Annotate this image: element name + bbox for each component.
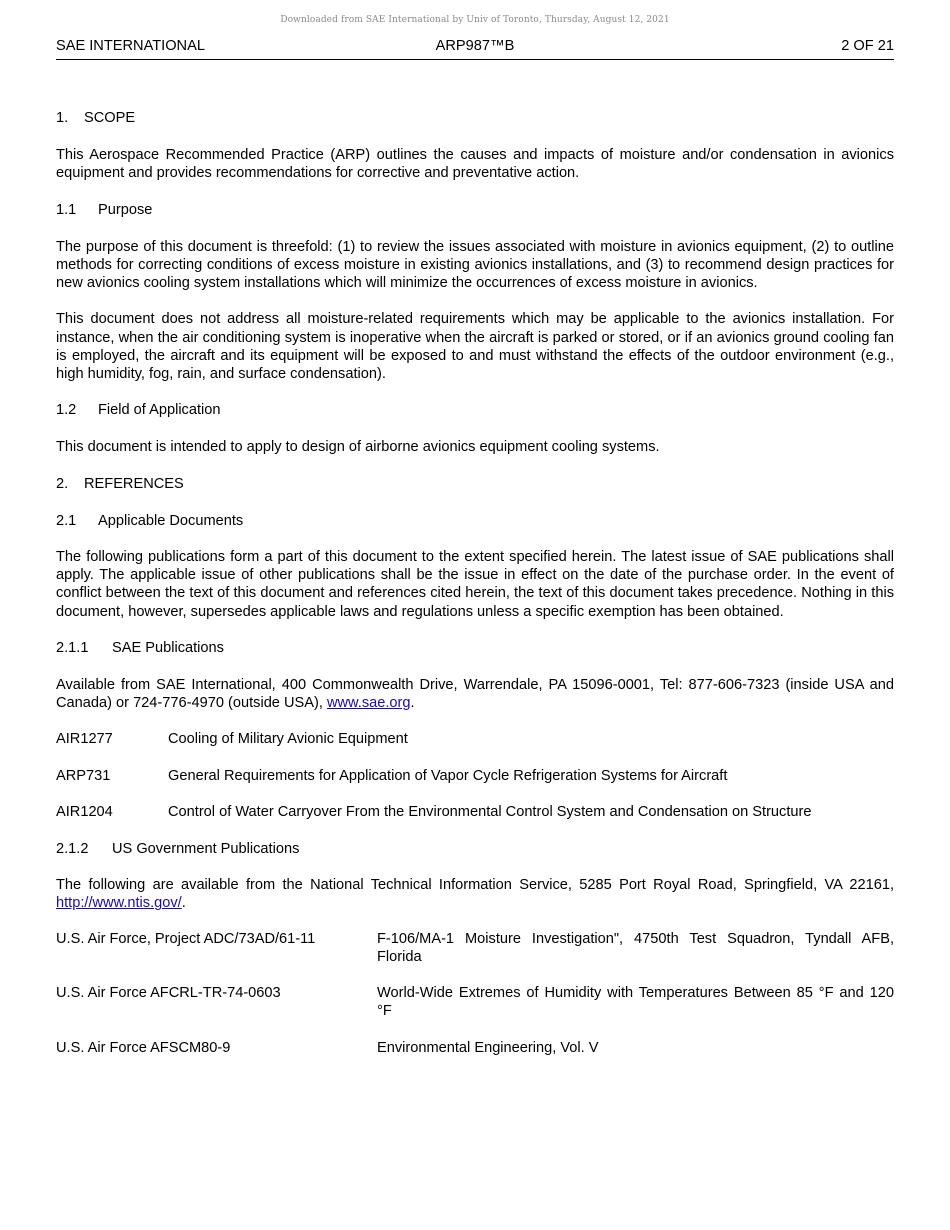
section-title: REFERENCES xyxy=(84,475,184,492)
section-title: Field of Application xyxy=(98,402,221,419)
sae-website-link[interactable]: www.sae.org xyxy=(326,695,411,712)
reference-title: F-106/MA-1 Moisture Investigation", 4750th Test Squadron, Tyndall AFB, Florida xyxy=(377,930,894,965)
ntis-website-link[interactable]: http://www.ntis.gov/ xyxy=(56,895,182,912)
government-reference-item xyxy=(56,1039,894,1057)
section-heading-us-government-publications xyxy=(56,840,894,858)
section-title: US Government Publications xyxy=(112,841,300,858)
section-heading-sae-publications xyxy=(56,639,894,657)
section-heading-applicable-documents xyxy=(56,512,894,530)
section-title: SAE Publications xyxy=(112,639,224,656)
paragraph: This document does not address all moisture-related requirements which may be applicable to the avionics installation. For instance, when the air conditioning system is inoperative when the aircraft is parked or stored, or if an avionics ground cooling fan is employed, the aircraft and its equipment will be exposed to and must withstand the effects of the outdoor environment (e.g., high humidity, fog, rain, and surface condensation). xyxy=(56,311,894,383)
reference-title: World-Wide Extremes of Humidity with Temperatures Between 85 °F and 120 °F xyxy=(377,985,894,1020)
section-heading-purpose xyxy=(56,201,894,219)
section-number: 1.1 xyxy=(56,201,77,218)
section-number: 2.1.2 xyxy=(56,841,89,858)
section-title: SCOPE xyxy=(84,110,136,126)
reference-title: General Requirements for Application of Vapor Cycle Refrigeration Systems for Aircraft xyxy=(168,767,728,784)
header-page-number: 2 OF 21 xyxy=(841,38,894,54)
reference-id: AIR1277 xyxy=(56,731,113,748)
paragraph-text: . xyxy=(181,895,186,912)
paragraph: The purpose of this document is threefold: (1) to review the issues associated with moisture in avionics equipment, (2) to outline methods for correcting conditions of excess moisture in existing avionics installations, and (3) to recommend design practices for new avionics cooling system installations which will minimize the occurrences of excess moisture in avionics. xyxy=(56,238,894,292)
header-organization: SAE INTERNATIONAL xyxy=(56,38,205,54)
reference-item xyxy=(56,803,894,821)
government-reference-item xyxy=(56,984,894,1020)
section-title: Applicable Documents xyxy=(98,512,244,529)
reference-id: AIR1204 xyxy=(56,803,113,820)
paragraph-text: . xyxy=(410,695,415,712)
paragraph: This document is intended to apply to design of airborne avionics equipment cooling systems. xyxy=(56,439,660,456)
reference-id: ARP731 xyxy=(56,767,111,784)
section-heading-scope xyxy=(56,109,894,127)
section-number: 2.1 xyxy=(56,512,77,529)
document-body xyxy=(56,109,894,1057)
section-number: 1. xyxy=(56,110,69,126)
paragraph: The following publications form a part of this document to the extent specified herein. The latest issue of SAE publications shall apply. The applicable issue of other publications shall be the issue in effect on the date of the purchase order. In the event of conflict between the text of this document and references cited herein, the text of this document takes precedence. Nothing in this document, however, supersedes applicable laws and regulations unless a specific exemption has been obtained. xyxy=(56,549,894,620)
download-watermark: Downloaded from SAE International by Univ of Toronto, Thursday, August 12, 2021 xyxy=(280,15,670,25)
reference-item xyxy=(56,730,894,748)
section-number: 2. xyxy=(56,475,69,492)
section-heading-field-of-application xyxy=(56,401,894,419)
reference-id: U.S. Air Force, Project ADC/73AD/61-11 xyxy=(56,930,316,947)
reference-id: U.S. Air Force AFCRL-TR-74-0603 xyxy=(56,985,281,1002)
section-number: 2.1.1 xyxy=(56,639,89,656)
paragraph: This Aerospace Recommended Practice (ARP) outlines the causes and impacts of moisture and/or condensation in avionics equipment and provides recommendations for corrective and preventative action. xyxy=(56,147,894,182)
reference-title: Cooling of Military Avionic Equipment xyxy=(168,731,408,748)
paragraph xyxy=(56,876,894,912)
reference-title: Control of Water Carryover From the Environmental Control System and Condensation on Structure xyxy=(168,803,812,820)
page-header xyxy=(56,38,894,60)
section-number: 1.2 xyxy=(56,402,77,419)
paragraph xyxy=(56,676,894,712)
section-title: Purpose xyxy=(98,201,153,218)
reference-title: Environmental Engineering, Vol. V xyxy=(377,1039,599,1056)
section-heading-references xyxy=(56,475,894,493)
government-reference-item xyxy=(56,930,894,966)
paragraph-text: The following are available from the National Technical Information Service, 5285 Port Royal Road, Springfield, VA 22161, xyxy=(56,877,894,894)
reference-item xyxy=(56,767,894,785)
header-document-number: ARP987™B xyxy=(435,38,515,54)
reference-id: U.S. Air Force AFSCM80-9 xyxy=(56,1039,231,1056)
paragraph-text: Available from SAE International, 400 Commonwealth Drive, Warrendale, PA 15096-0001, Tel: 877-606-7323 (inside USA and Canada) or 724-776-4970 (outside USA), xyxy=(56,677,894,712)
